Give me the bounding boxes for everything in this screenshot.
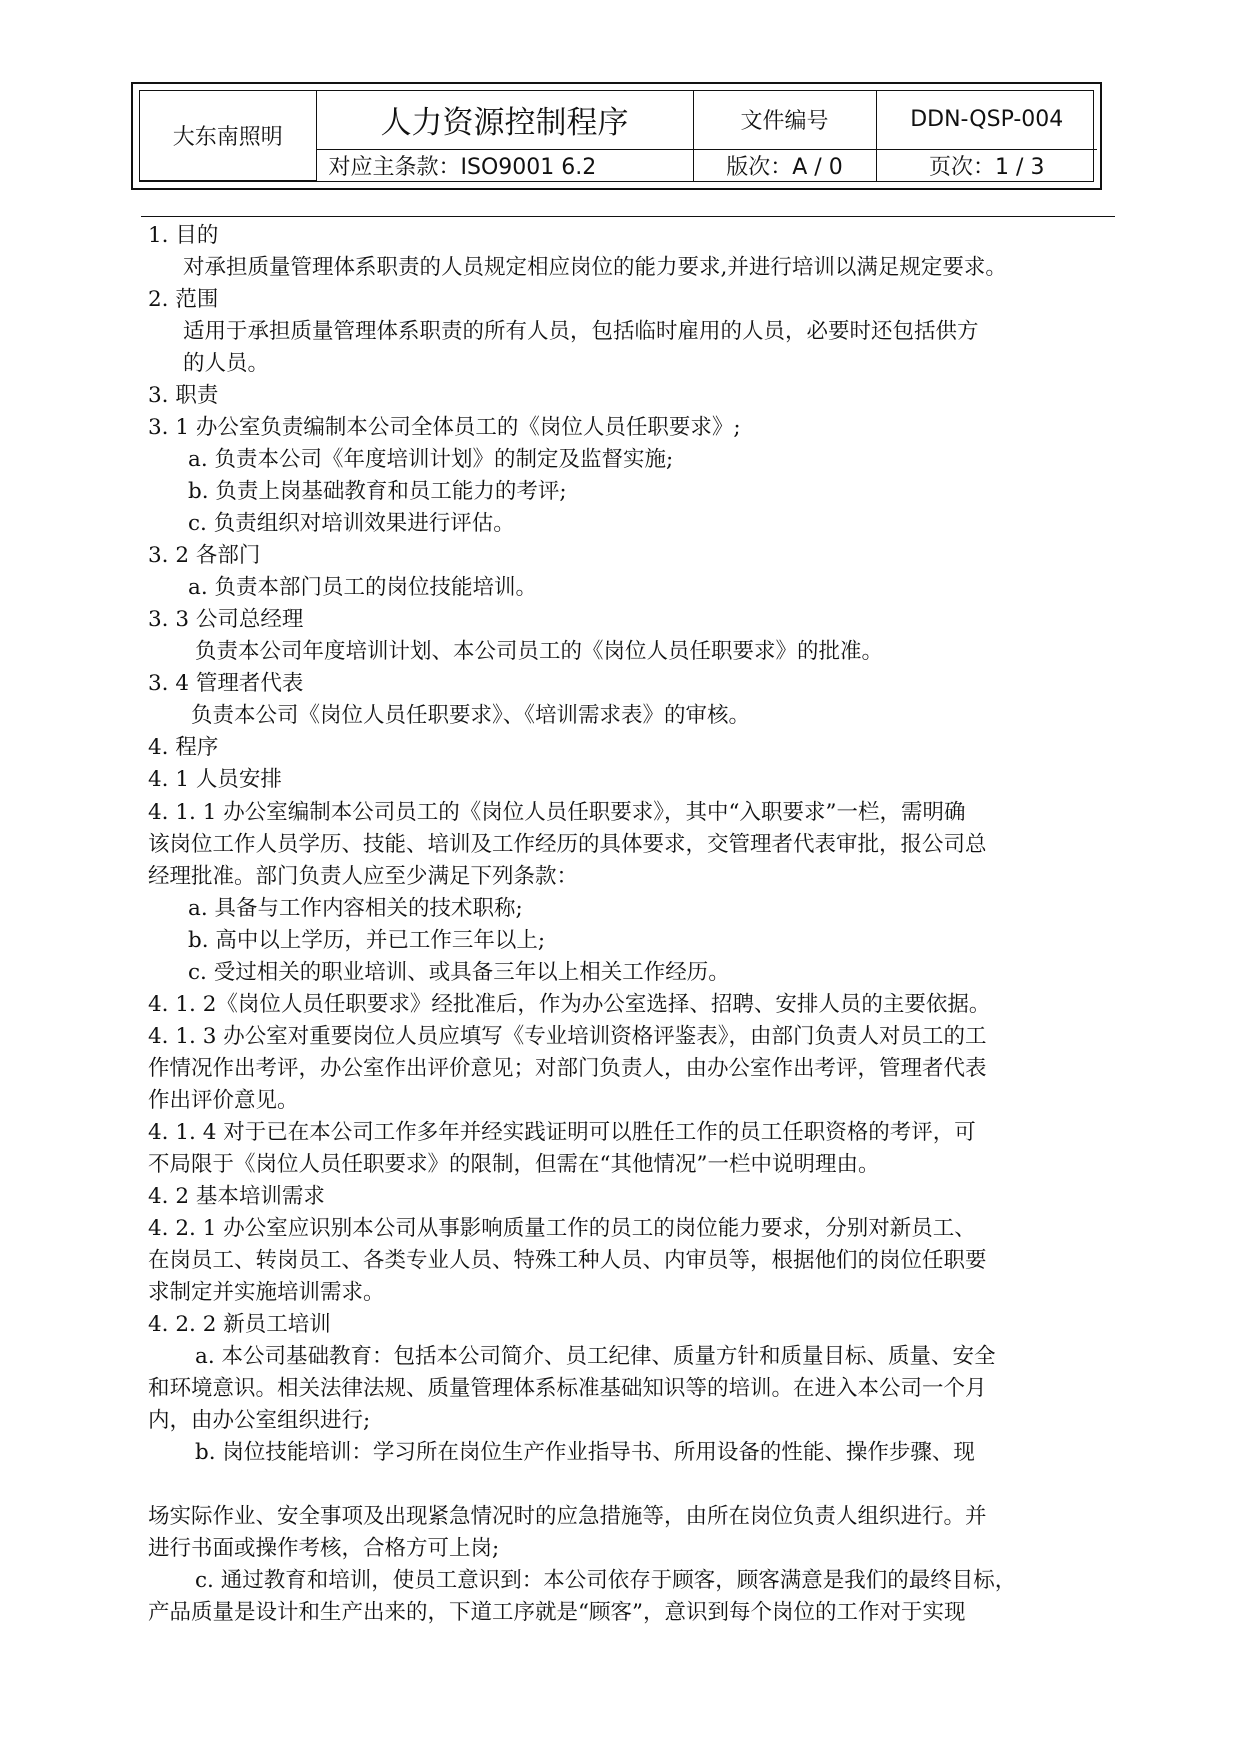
section-heading: 3. 职责 (148, 383, 219, 408)
text-line: 4. 2. 1 办公室应识别本公司从事影响质量工作的员工的岗位能力要求，分别对新员工、 (148, 1216, 976, 1241)
section-heading: 1. 目的 (148, 223, 219, 248)
subsection-heading: 4. 2. 2 新员工培训 (148, 1312, 331, 1337)
doc-number-label: 文件编号 (693, 91, 876, 149)
version-info: 版次：A / 0 (693, 149, 876, 181)
list-item: c. 通过教育和培训，使员工意识到：本公司依存于顾客，顾客满意是我们的最终目标， (195, 1568, 1017, 1593)
text-line: 作出评价意见。 (148, 1088, 299, 1113)
text-line: 进行书面或操作考核，合格方可上岗; (148, 1536, 500, 1561)
text-line: 4. 1. 4 对于已在本公司工作多年并经实践证明可以胜任工作的员工任职资格的考评，可 (148, 1120, 976, 1145)
header-divider (141, 216, 1115, 217)
text-line: 4. 1. 3 办公室对重要岗位人员应填写《专业培训资格评鉴表》，由部门负责人对员工的工 (148, 1024, 987, 1049)
text-line: 负责本公司年度培训计划、本公司员工的《岗位人员任职要求》的批准。 (195, 639, 884, 664)
doc-number: DDN-QSP-004 (876, 91, 1097, 149)
text-line: 3. 1 办公室负责编制本公司全体员工的《岗位人员任职要求》; (148, 415, 741, 440)
text-line: 和环境意识。相关法律法规、质量管理体系标准基础知识等的培训。在进入本公司一个月 (148, 1376, 987, 1401)
list-item: c. 负责组织对培训效果进行评估。 (188, 511, 515, 536)
company-name: 大东南照明 (140, 91, 316, 181)
list-item: a. 负责本部门员工的岗位技能培训。 (188, 575, 537, 600)
list-item: a. 具备与工作内容相关的技术职称; (188, 896, 523, 921)
list-item: c. 受过相关的职业培训、或具备三年以上相关工作经历。 (188, 960, 730, 985)
header-table (140, 91, 1097, 181)
clause-ref: 对应主条款：ISO9001 6.2 (316, 149, 693, 181)
text-line: 求制定并实施培训需求。 (148, 1280, 385, 1305)
text-line: 产品质量是设计和生产出来的，下道工序就是“顾客”，意识到每个岗位的工作对于实现 (148, 1600, 966, 1625)
subsection-heading: 4. 2 基本培训需求 (148, 1184, 325, 1209)
list-item: b. 岗位技能培训：学习所在岗位生产作业指导书、所用设备的性能、操作步骤、现 (195, 1440, 975, 1465)
list-item: a. 本公司基础教育：包括本公司简介、员工纪律、质量方针和质量目标、质量、安全 (195, 1344, 996, 1369)
page-info: 页次：1 / 3 (876, 149, 1097, 181)
section-heading: 4. 程序 (148, 735, 219, 760)
text-line: 在岗员工、转岗员工、各类专业人员、特殊工种人员、内审员等，根据他们的岗位任职要 (148, 1248, 987, 1273)
text-line: 负责本公司《岗位人员任职要求》、《培训需求表》的审核。 (191, 703, 751, 728)
text-line: 内，由办公室组织进行; (148, 1408, 371, 1433)
subsection-heading: 3. 2 各部门 (148, 543, 261, 568)
text-line: 经理批准。部门负责人应至少满足下列条款： (148, 864, 579, 889)
list-item: b. 负责上岗基础教育和员工能力的考评; (188, 479, 567, 504)
subsection-heading: 3. 4 管理者代表 (148, 671, 304, 696)
text-line: 不局限于《岗位人员任职要求》的限制，但需在“其他情况”一栏中说明理由。 (148, 1152, 880, 1177)
text-line: 4. 1. 1 办公室编制本公司员工的《岗位人员任职要求》，其中“入职要求”一栏，需明确 (148, 800, 966, 825)
text-line: 对承担质量管理体系职责的人员规定相应岗位的能力要求,并进行培训以满足规定要求。 (183, 255, 1007, 280)
subsection-heading: 4. 1 人员安排 (148, 767, 282, 792)
list-item: b. 高中以上学历，并已工作三年以上; (188, 928, 546, 953)
text-line: 适用于承担质量管理体系职责的所有人员，包括临时雇用的人员，必要时还包括供方 (183, 319, 979, 344)
subsection-heading: 3. 3 公司总经理 (148, 607, 304, 632)
text-line: 的人员。 (183, 351, 270, 376)
document-header (131, 82, 1102, 190)
text-line: 该岗位工作人员学历、技能、培训及工作经历的具体要求，交管理者代表审批，报公司总 (148, 832, 987, 857)
document-title: 人力资源控制程序 (316, 91, 693, 149)
text-line: 作情况作出考评，办公室作出评价意见；对部门负责人，由办公室作出考评，管理者代表 (148, 1056, 987, 1081)
text-line: 4. 1. 2《岗位人员任职要求》经批准后，作为办公室选择、招聘、安排人员的主要依据。 (148, 992, 991, 1017)
list-item: a. 负责本公司《年度培训计划》的制定及监督实施; (188, 447, 674, 472)
section-heading: 2. 范围 (148, 287, 219, 312)
document-header-inner (139, 90, 1094, 182)
text-line: 场实际作业、安全事项及出现紧急情况时的应急措施等，由所在岗位负责人组织进行。并 (148, 1504, 987, 1529)
